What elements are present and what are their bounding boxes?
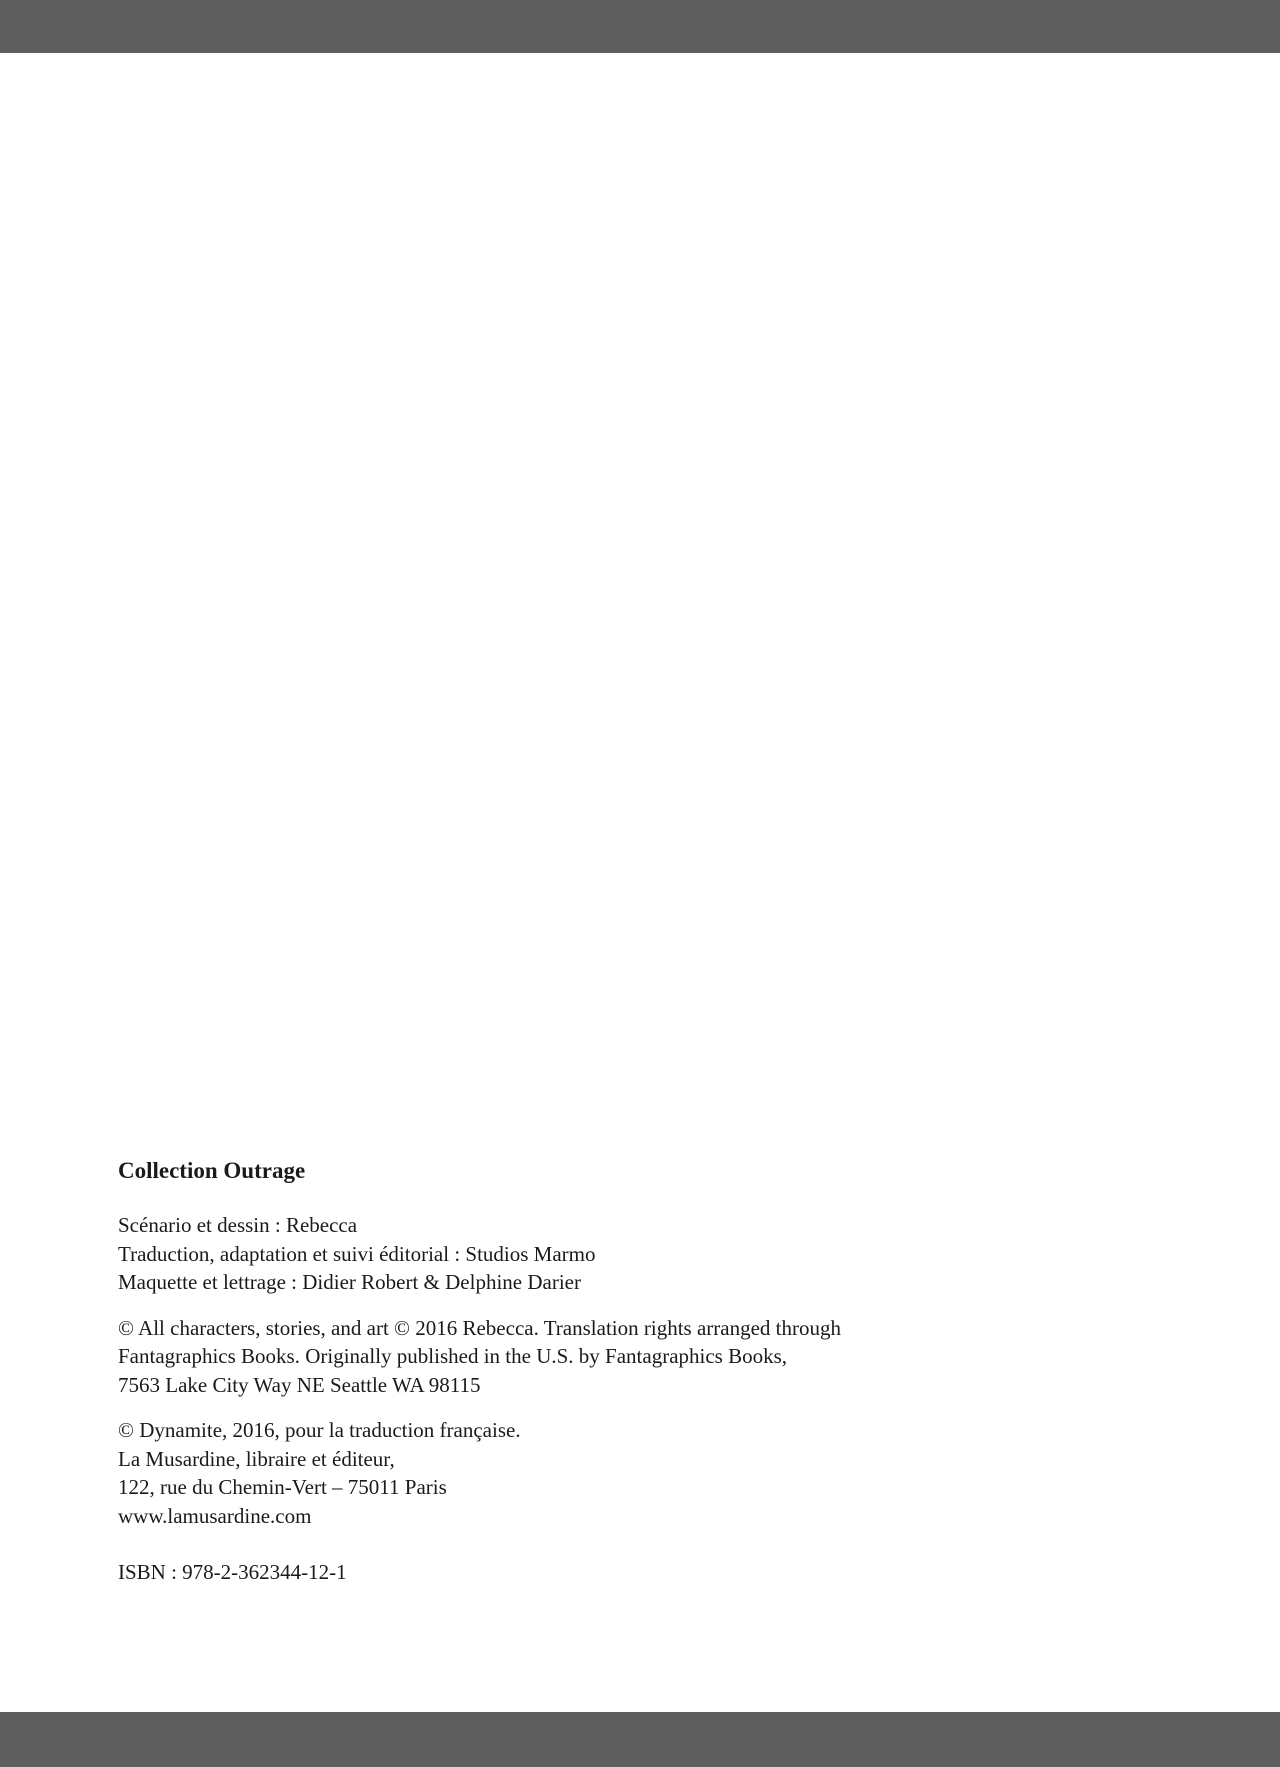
publisher-line: La Musardine, libraire et éditeur, — [118, 1446, 395, 1471]
copyright-line: Fantagraphics Books. Originally published in the U.S. by Fantagraphics Books, — [118, 1344, 788, 1368]
credit-line: Maquette et lettrage : Didier Robert & Delphine Darier — [118, 1270, 581, 1294]
french-copyright-block — [118, 1416, 1118, 1530]
original-copyright-block — [118, 1314, 1118, 1400]
collection-title: Collection Outrage — [118, 1158, 306, 1183]
bottom-bar — [0, 1712, 1280, 1767]
copyright-line: © All characters, stories, and art © 2016 Rebecca. Translation rights arranged through — [118, 1315, 841, 1340]
colophon — [118, 1157, 1118, 1587]
address-line: 122, rue du Chemin-Vert – 75011 Paris — [118, 1475, 447, 1499]
isbn: ISBN : 978-2-362344-12-1 — [118, 1560, 347, 1584]
copyright-line: 7563 Lake City Way NE Seattle WA 98115 — [118, 1372, 481, 1397]
top-bar — [0, 0, 1280, 53]
website-line: www.lamusardine.com — [118, 1503, 312, 1528]
credit-line: Scénario et dessin : Rebecca — [118, 1213, 358, 1237]
copyright-line: © Dynamite, 2016, pour la traduction française. — [118, 1418, 521, 1442]
credit-line: Traduction, adaptation et suivi éditorial : Studios Marmo — [118, 1241, 596, 1266]
credits-block — [118, 1211, 1118, 1297]
